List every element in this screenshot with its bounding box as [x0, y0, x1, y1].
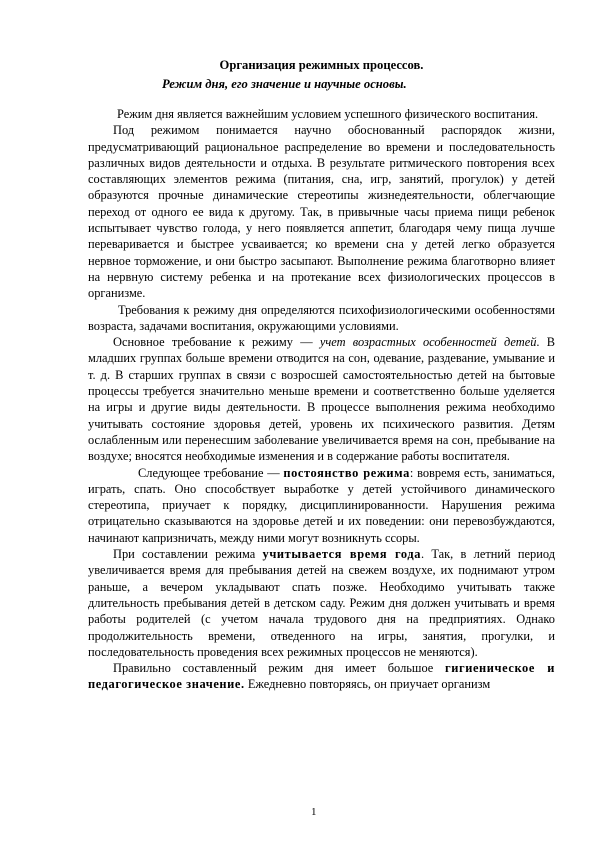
emphasis-hygienic: гигиеническое и педагогическое значение. [88, 661, 555, 692]
emphasis-season: учитывается время года [262, 547, 422, 562]
page-number: 1 [311, 806, 317, 818]
paragraph-regime-definition: Под режимом понимается научно обоснованный распорядок жизни, предусматривающий рациональное распределение во времени и последовательность различных видов деятельности и отдыха. В результате ритмического повторения всех составляющих элементов режима (питания, сна, игр, занятий, прогулок) у детей образуются прочные динамические стереотипы жизнедеятельности, облегчающие переход от одного ее вида к другому. Так, в привычные часы приема пищи ребенок испытывает чувство голода, у него появляется аппетит, благодаря чему пища лучше переваривается и быстрее усваивается; ко времени сна у детей легко образуется нервное торможение, и они быстро засыпают. Выполнение режима благотворно влияет на нервную систему ребенка и на протекание всех физиологических процессов в организме. [88, 123, 555, 301]
paragraph-constancy: Следующее требование — постоянство режима: вовремя есть, заниматься, играть, спать. Оно способствует выработке у детей устойчивого динамического стереотипа, приучает к порядку, дисциплинированности. Нарушения режима отрицательно сказываются на здоровье детей и их поведении: они перевозбуждаются, начинают капризничать, между ними могут возникнуть ссоры. [88, 465, 555, 545]
document-title: Организация режимных процессов. [219, 58, 424, 72]
paragraph-age-features: Основное требование к режиму — учет возрастных особенностей детей. В младших группах больше времени отводится на сон, одевание, раздевание, умывание и т. д. В старших группах в связи с возросшей самостоятельностью детей на бытовые процессы требуется значительно меньше времени и соответственно больше уделяется на игры и другие виды деятельности. В процессе выполнения режима необходимо учитывать состояние здоровья детей, уровень их психического развития. Детям ослабленным или перенесшим заболевание увеличивается время на сон, пребывание на воздухе; вносятся необходимые изменения и в содержание работы воспитателя. [88, 335, 555, 464]
emphasis-age-features: учет возрастных особенностей детей [319, 335, 537, 350]
paragraph-intro: Режим дня является важнейшим условием успешного физического воспитания. [117, 107, 539, 121]
paragraph-requirements: Требования к режиму дня определяются психофизиологическими особенностями возраста, задачами воспитания, окружающими условиями. [88, 302, 555, 333]
document-subtitle: Режим дня, его значение и научные основы. [162, 77, 407, 91]
document-page [88, 56, 555, 693]
emphasis-constancy: постоянство режима [283, 465, 410, 480]
paragraph-hygienic-value: Правильно составленный режим дня имеет большое гигиеническое и педагогическое значение. Ежедневно повторяясь, он приучает организм [88, 661, 555, 692]
paragraph-season: При составлении режима учитывается время года. Так, в летний период увеличивается время для пребывания детей на свежем воздухе, их поднимают утром раньше, а вечером укладывают спать позже. Необходимо учитывать также длительность пребывания детей в детском саду. Режим дня должен учитывать и время работы родителей (с учетом начала трудового дня на предприятиях. Однако продолжительность времени, отведенного на игры, занятия, прогулки, и последовательность проведения всех режимных процессов не меняются). [88, 547, 555, 659]
